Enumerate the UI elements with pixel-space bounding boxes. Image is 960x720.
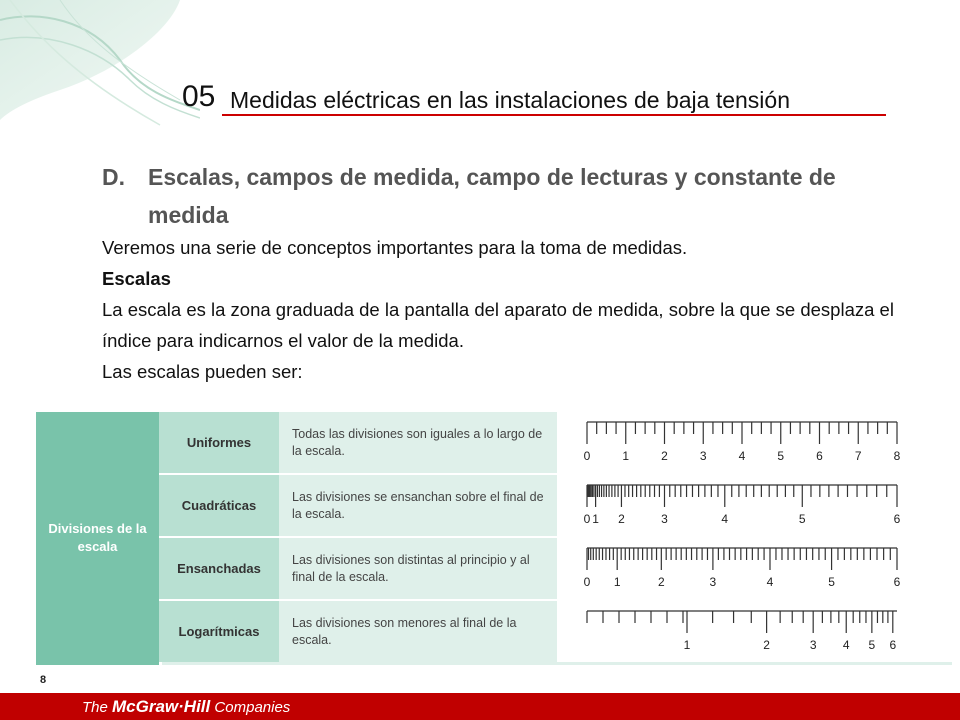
scale-label: 1 xyxy=(683,638,691,652)
table-row xyxy=(159,475,952,536)
group-cell xyxy=(36,412,159,665)
scale-label: 5 xyxy=(828,575,835,589)
definition-paragraph: La escala es la zona graduada de la pantalla del aparato de medida, sobre la que se desplaza el índice para indicarnos el valor de la medida. xyxy=(102,299,894,351)
scale-label: 6 xyxy=(893,575,901,589)
scale-label: 0 xyxy=(583,449,591,463)
scale-label: 2 xyxy=(618,512,625,526)
scale-description: Las divisiones son distintas al principio y al final de la escala. xyxy=(292,552,530,584)
scale-name: Ensanchadas xyxy=(159,538,279,599)
section-letter: D. xyxy=(102,164,125,190)
footer-bar xyxy=(0,693,960,720)
publisher-logo xyxy=(82,697,290,717)
intro-paragraph: Veremos una serie de conceptos importantes para la toma de medidas. xyxy=(102,237,688,258)
scale-label: 2 xyxy=(763,638,770,652)
chapter-header xyxy=(182,80,886,116)
scale-name: Logarítmicas xyxy=(159,601,279,662)
scale-label: 1 xyxy=(613,575,621,589)
scale-label: 6 xyxy=(816,449,823,463)
scale-drawing xyxy=(557,412,952,473)
scale-label: 5 xyxy=(798,512,806,526)
scale-label: 2 xyxy=(661,449,668,463)
header-underline xyxy=(222,114,886,116)
table-row xyxy=(159,601,952,662)
scale-label: 0 xyxy=(583,512,591,526)
logo-brand: McGraw·Hill xyxy=(112,697,211,716)
scale-label: 8 xyxy=(893,449,901,463)
scale-drawing xyxy=(557,475,952,536)
lead-paragraph: Las escalas pueden ser: xyxy=(102,361,303,382)
scale-label: 1 xyxy=(622,449,630,463)
scale-label: 6 xyxy=(893,512,901,526)
scale-label: 3 xyxy=(709,575,717,589)
chapter-title: Medidas eléctricas en las instalaciones de baja tensión xyxy=(230,87,790,113)
group-label: Divisiones de la escala xyxy=(48,521,147,554)
scale-description: Todas las divisiones son iguales a lo largo de la escala. xyxy=(292,426,543,458)
scale-label: 4 xyxy=(842,638,850,652)
scale-label: 6 xyxy=(889,638,897,652)
section-title: Escalas, campos de medida, campo de lecturas y constante de medida xyxy=(148,164,836,228)
scale-name: Uniformes xyxy=(159,412,279,473)
logo-suffix: Companies xyxy=(210,699,291,716)
scale-label: 4 xyxy=(738,449,746,463)
scale-label: 4 xyxy=(766,575,774,589)
subheading-escalas: Escalas xyxy=(102,268,171,289)
scale-label: 3 xyxy=(699,449,707,463)
scale-drawing xyxy=(557,538,952,599)
scale-label: 5 xyxy=(777,449,785,463)
decorative-swirl xyxy=(0,0,200,130)
scale-label: 2 xyxy=(657,575,665,589)
scale-label: 0 xyxy=(583,575,591,589)
table-row xyxy=(159,412,952,473)
scale-description: Las divisiones se ensanchan sobre el final de la escala. xyxy=(292,489,544,521)
scales-table xyxy=(36,412,952,665)
scale-name: Cuadráticas xyxy=(159,475,279,536)
scale-description: Las divisiones son menores al final de la escala. xyxy=(292,615,517,647)
scale-label: 3 xyxy=(809,638,817,652)
scale-label: 4 xyxy=(721,512,729,526)
scale-label: 1 xyxy=(592,512,599,526)
logo-prefix: The xyxy=(82,699,113,716)
chapter-number: 05 xyxy=(182,80,216,113)
scale-drawing xyxy=(557,601,952,662)
scale-label: 7 xyxy=(854,449,862,463)
scale-label: 5 xyxy=(868,638,876,652)
table-row xyxy=(159,538,952,599)
body-text xyxy=(102,232,922,387)
scale-label: 3 xyxy=(661,512,668,526)
page-number: 8 xyxy=(40,674,47,686)
